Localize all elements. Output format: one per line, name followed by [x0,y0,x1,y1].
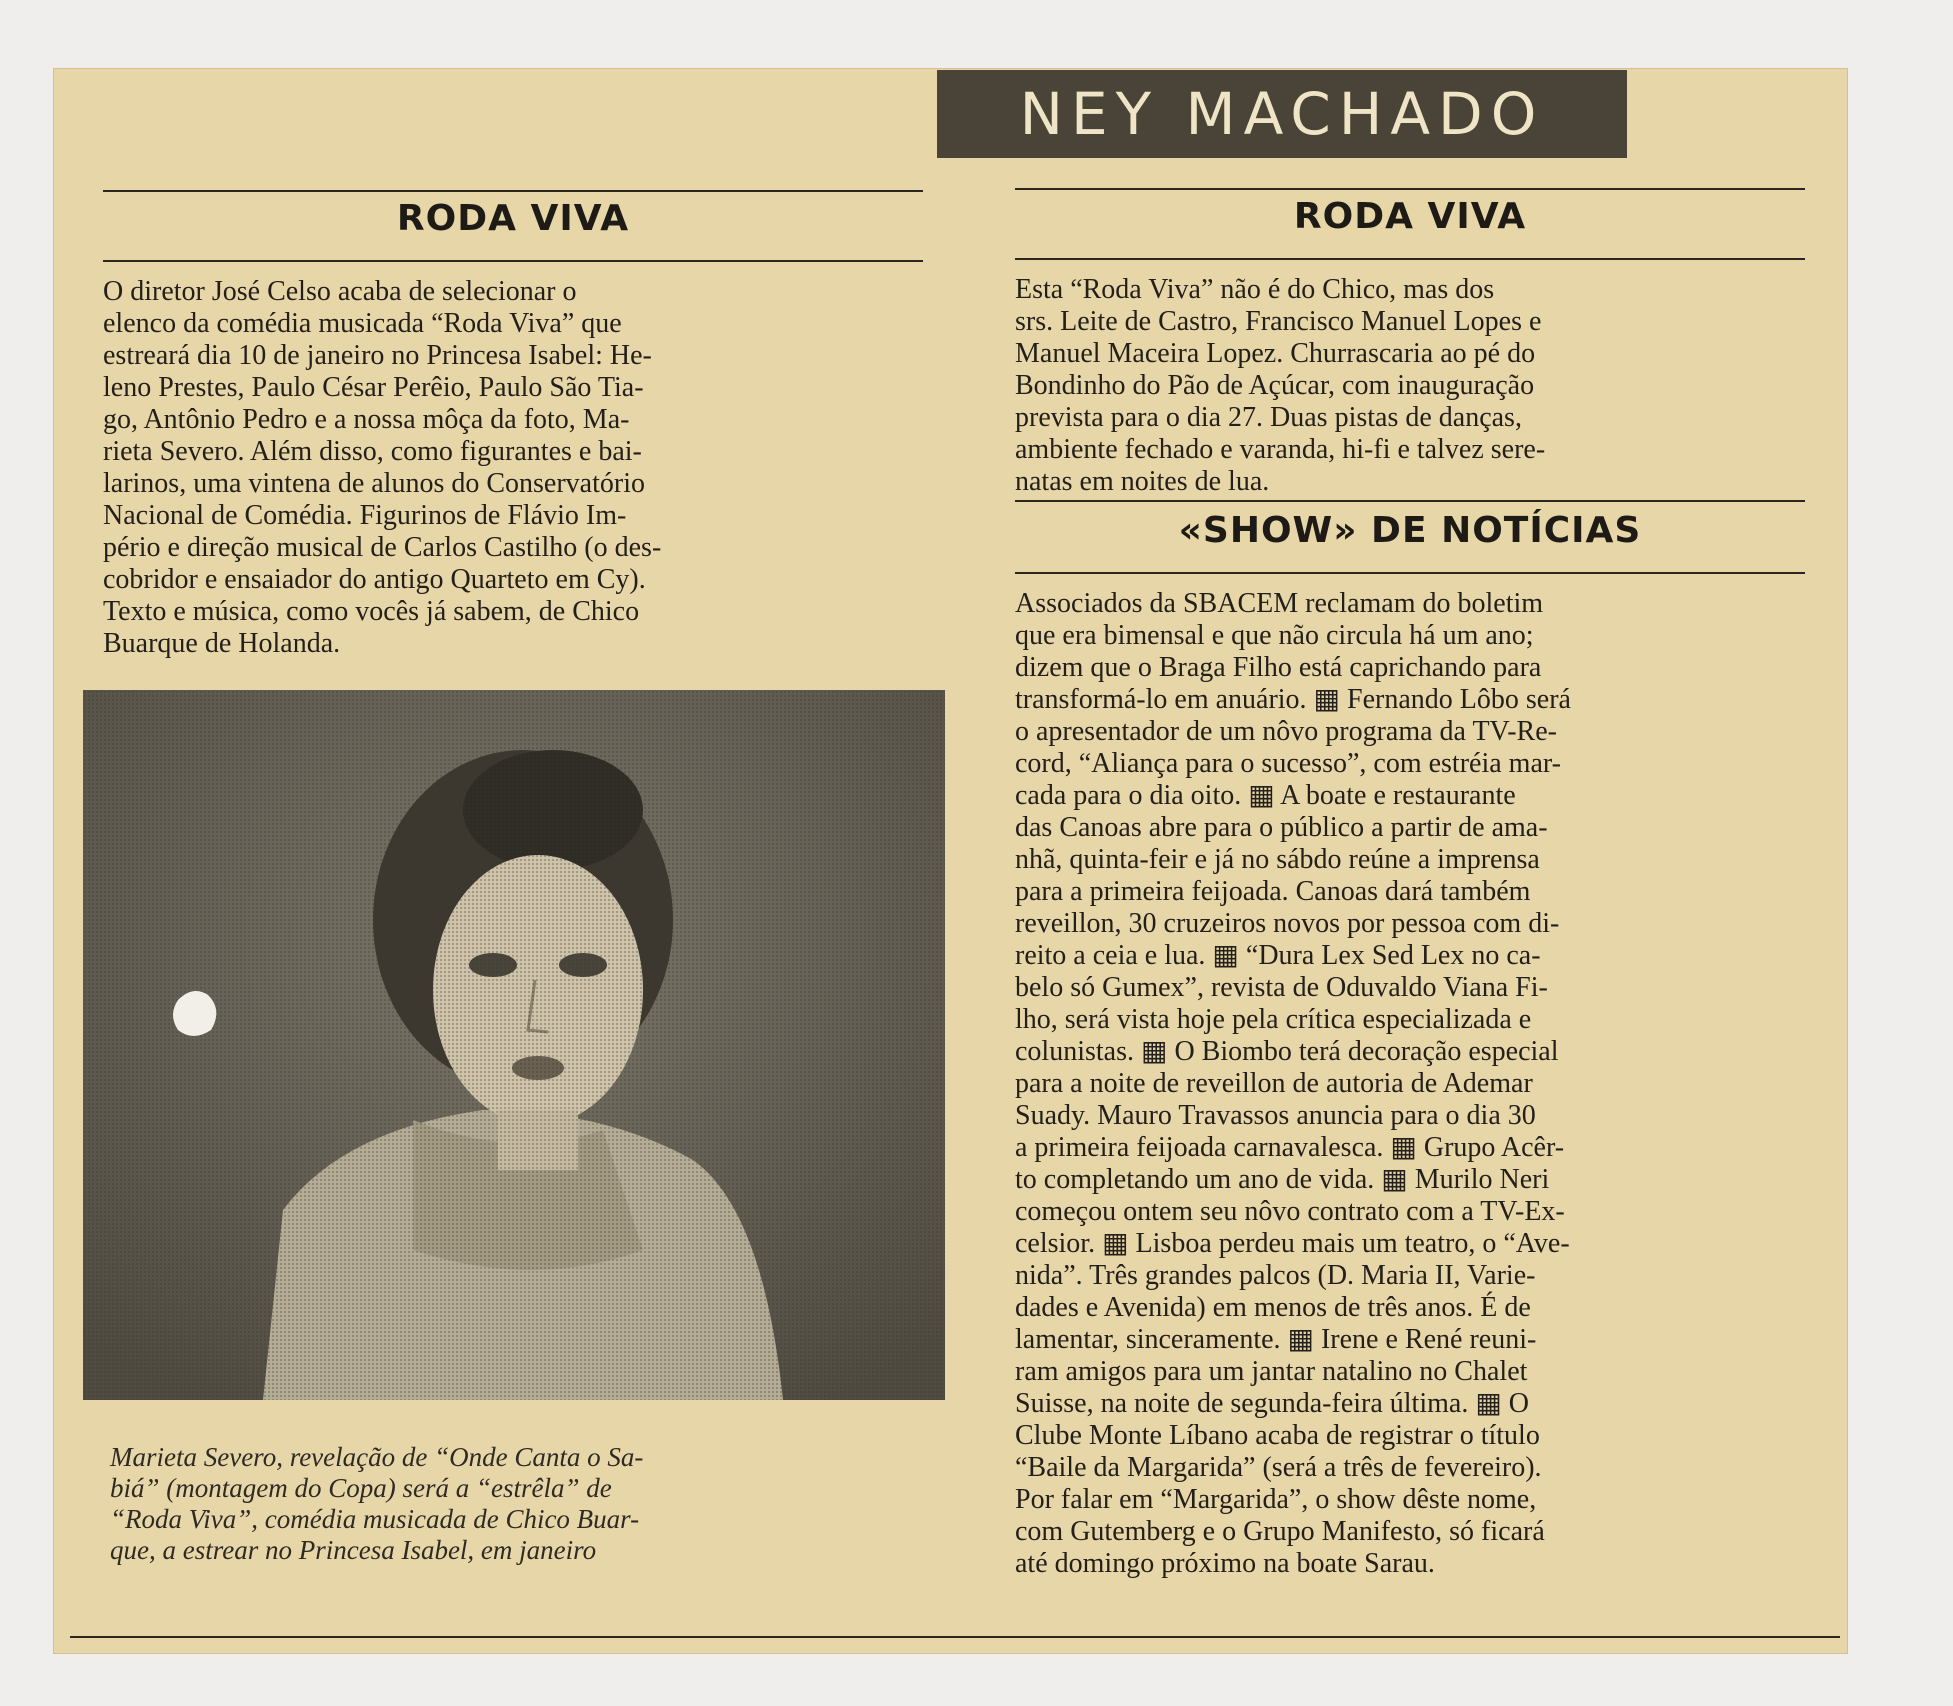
text-line: nida”. Três grandes palcos (D. Maria II, Varie- [1015,1260,1536,1291]
text-line: que era bimensal e que não circula há um ano; [1015,620,1534,651]
text-line: Clube Monte Líbano acaba de registrar o título [1015,1420,1540,1451]
text-line: cobridor e ensaiador do antigo Quarteto em Cy). [103,564,646,595]
text-line: para a primeira feijoada. Canoas dará também [1015,876,1531,907]
text-line: Esta “Roda Viva” não é do Chico, mas dos [1015,274,1495,305]
text-line: “Baile da Margarida” (será a três de fevereiro). [1015,1452,1542,1483]
right-top-rule [1015,188,1805,190]
text-line: Buarque de Holanda. [103,628,341,659]
text-line: Associados da SBACEM reclamam do boletim [1015,588,1544,619]
text-line: to completando um ano de vida. ▦ Murilo Neri [1015,1164,1550,1195]
text-line: larinos, uma vintena de alunos do Conservatório [103,468,645,499]
text-line: rieta Severo. Além disso, como figurantes e bai- [103,436,642,467]
text-line: O diretor José Celso acaba de selecionar o [103,276,577,307]
text-line: cord, “Aliança para o sucesso”, com estréia mar- [1015,748,1561,779]
text-line: dizem que o Braga Filho está caprichando para [1015,652,1542,683]
text-line: começou ontem seu nôvo contrato com a TV-Ex- [1015,1196,1565,1227]
text-line: lamentar, sinceramente. ▦ Irene e René reuni- [1015,1324,1537,1355]
text-line: com Gutemberg e o Grupo Manifesto, só ficará [1015,1516,1545,1547]
text-line: transformá-lo em anuário. ▦ Fernando Lôbo será [1015,684,1571,715]
text-line: natas em noites de lua. [1015,466,1270,497]
text-line: colunistas. ▦ O Biombo terá decoração especial [1015,1036,1559,1067]
text-line: Suady. Mauro Travassos anuncia para o dia 30 [1015,1100,1536,1131]
text-line: Manuel Maceira Lopez. Churrascaria ao pé do [1015,338,1536,369]
show-de-noticias-heading: «SHOW» DE NOTÍCIAS [1178,510,1642,551]
photo-caption [110,1442,643,1566]
caption-line: biá” (montagem do Copa) será a “estrêla” de [110,1473,612,1503]
text-line: Bondinho do Pão de Açúcar, com inauguração [1015,370,1535,401]
masthead-banner [937,70,1627,158]
show-de-noticias-text [1015,588,1571,1580]
text-line: estreará dia 10 de janeiro no Princesa Isabel: He- [103,340,652,371]
text-line: para a noite de reveillon de autoria de Ademar [1015,1068,1533,1099]
text-line: belo só Gumex”, revista de Oduvaldo Viana Fi- [1015,972,1548,1003]
text-line: o apresentador de um nôvo programa da TV-Re- [1015,716,1557,747]
text-line: dades e Avenida) em menos de três anos. É de [1015,1292,1531,1323]
text-line: leno Prestes, Paulo César Perêio, Paulo São Tia- [103,372,644,403]
text-line: Por falar em “Margarida”, o show dêste nome, [1015,1484,1537,1515]
text-line: nhã, quinta-feir e já no sábdo reúne a imprensa [1015,844,1540,875]
text-line: reito a ceia e lua. ▦ “Dura Lex Sed Lex no ca- [1015,940,1541,971]
left-heading: RODA VIVA [396,198,630,239]
left-heading-rule [103,260,923,262]
text-line: até domingo próximo na boate Sarau. [1015,1548,1435,1579]
text-line: srs. Leite de Castro, Francisco Manuel Lopes e [1015,306,1542,337]
roda-viva-churrascaria-text [1015,274,1545,498]
text-line: reveillon, 30 cruzeiros novos por pessoa com di- [1015,908,1560,939]
marieta-severo-photo [83,690,945,1400]
caption-line: Marieta Severo, revelação de “Onde Canta o Sa- [110,1442,644,1472]
text-line: a primeira feijoada carnavalesca. ▦ Grupo Acêr- [1015,1132,1565,1163]
text-line: pério e direção musical de Carlos Castilho (o des- [103,532,662,563]
left-article-text [103,276,661,660]
text-line: go, Antônio Pedro e a nossa môça da foto, Ma- [103,404,630,435]
masthead-title: NEY MACHADO [1019,80,1545,148]
left-bottom-rule [70,1636,1840,1638]
text-line: das Canoas abre para o público a partir de ama- [1015,812,1548,843]
text-line: ram amigos para um jantar natalino no Chalet [1015,1356,1528,1387]
text-line: Suisse, na noite de segunda-feira última. ▦ O [1015,1388,1529,1419]
show-heading-rule [1015,572,1805,574]
text-line: Texto e música, como vocês já sabem, de Chico [103,596,640,627]
left-top-rule [103,190,923,192]
text-line: prevista para o dia 27. Duas pistas de danças, [1015,402,1522,433]
caption-line: que, a estrear no Princesa Isabel, em janeiro [110,1535,597,1565]
right-heading-rule [1015,258,1805,260]
text-line: elenco da comédia musicada “Roda Viva” que [103,308,622,339]
show-top-rule [1015,500,1805,502]
text-line: lho, será vista hoje pela crítica especializada e [1015,1004,1532,1035]
text-line: ambiente fechado e varanda, hi-fi e talvez sere- [1015,434,1546,465]
right-heading-roda-viva: RODA VIVA [1293,196,1527,237]
text-line: celsior. ▦ Lisboa perdeu mais um teatro, o “Ave- [1015,1228,1570,1259]
text-line: cada para o dia oito. ▦ A boate e restaurante [1015,780,1516,811]
text-line: Nacional de Comédia. Figurinos de Flávio Im- [103,500,627,531]
caption-line: “Roda Viva”, comédia musicada de Chico Buar- [110,1504,640,1534]
